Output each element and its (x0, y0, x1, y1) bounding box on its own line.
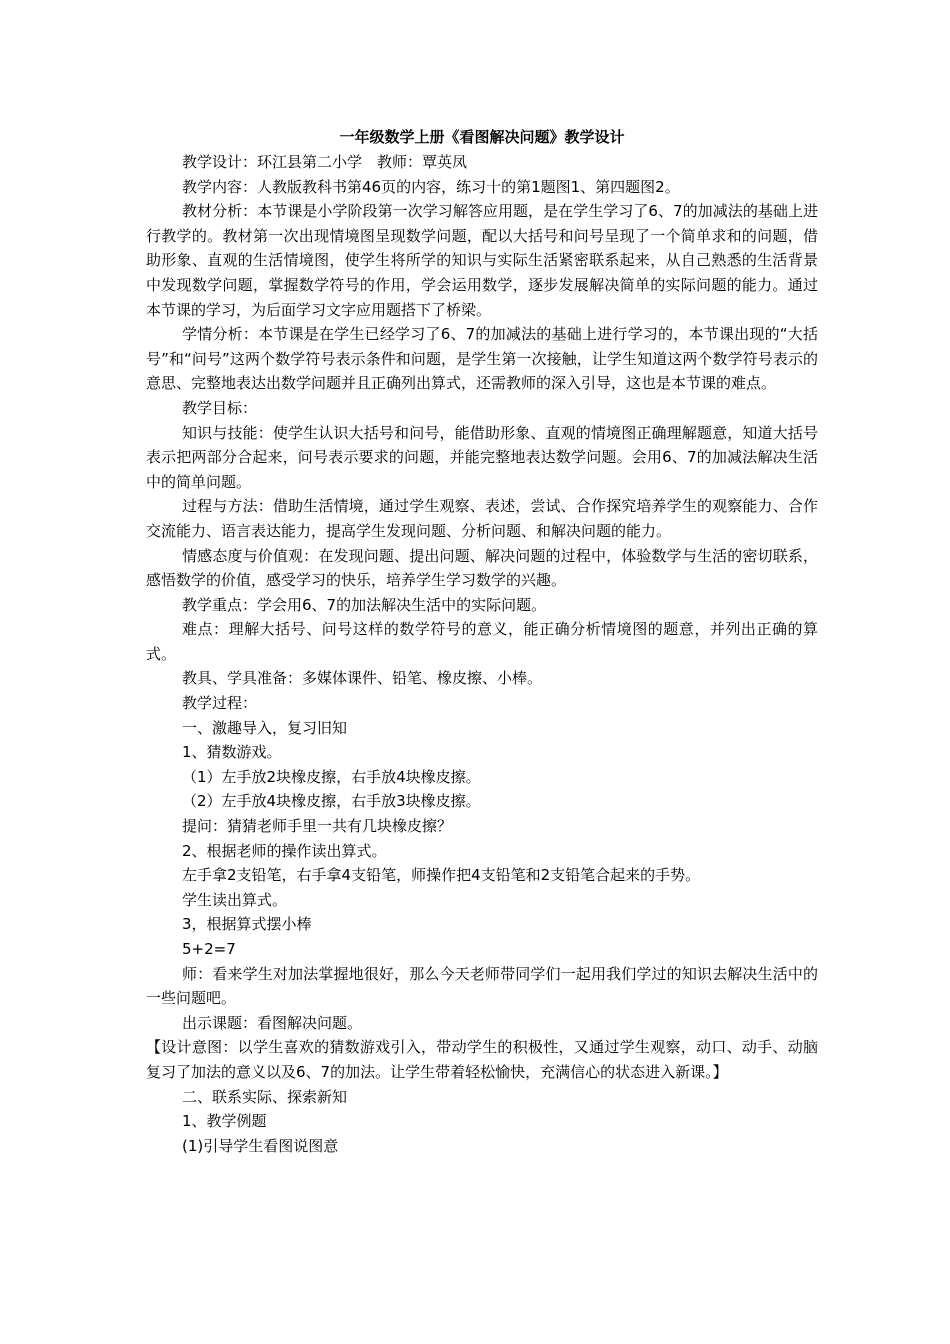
paragraph-teacher: 师：看来学生对加法掌握地很好，那么今天老师带同学们一起用我们学过的知识去解决生活中的一些问题吧。 (146, 964, 818, 1008)
paragraph-students-read: 学生读出算式。 (182, 890, 288, 909)
paragraph-question: 提问：猜猜老师手里一共有几块橡皮擦？ (182, 817, 453, 836)
document-body (146, 124, 818, 1158)
paragraph-read-formula: 2、根据老师的操作读出算式。 (182, 841, 387, 860)
paragraph-difficulty: 难点：理解大括号、问号这样的数学符号的意义，能正确分析情境图的题意，并列出正确的算式。 (146, 620, 818, 663)
paragraph-materials: 教具、学具准备：多媒体课件、铅笔、橡皮擦、小棒。 (182, 669, 543, 688)
document-title: 一年级数学上册《看图解决问题》教学设计 (339, 128, 625, 146)
paragraph-guess-item-1: （1）左手放2块橡皮擦，右手放4块橡皮擦。 (182, 767, 481, 786)
paragraph-section-two: 二、联系实际、探索新知 (182, 1087, 348, 1106)
paragraph-student-analysis: 学情分析：本节课是在学生已经学习了6、7的加减法的基础上进行学习的，本节课出现的“大括号”和“问号”这两个数学符号表示条件和问题，是学生第一次接触，让学生知道这两个数学符号表示的意思、完整地表达出数学问题并且正确列出算式，还需教师的深入引导，这也是本节课的难点。 (146, 325, 818, 393)
paragraph-material-analysis: 教材分析：本节课是小学阶段第一次学习解答应用题，是在学生学习了6、7的加减法的基础上进行教学的。教材第一次出现情境图呈现数学问题，配以大括号和问号呈现了一个简单求和的问题，借助形象、直观的生活情境图，使学生将所学的知识与实际生活紧密联系起来，从自己熟悉的生活背景中发现数学问题，掌握数学符号的作用，学会运用数学，逐步发展解决简单的实际问题的能力。通过本节课的学习，为后面学习文字应用题搭下了桥梁。 (146, 202, 818, 319)
paragraph-designer: 教学设计：环江县第二小学 教师：覃英凤 (182, 153, 468, 171)
paragraph-emotion-values: 情感态度与价值观：在发现问题、提出问题、解决问题的过程中，体验数学与生活的密切联系，感悟数学的价值，感受学习的快乐，培养学生学习数学的兴趣。 (146, 546, 818, 590)
paragraph-design-intent: 【设计意图：以学生喜欢的猜数游戏引入，带动学生的积极性，又通过学生观察，动口、动手、动脑复习了加法的意义以及6、7的加法。让学生带着轻松愉快，充满信心的状态进入新课。】 (146, 1038, 818, 1081)
paragraph-guide: (1)引导学生看图说图意 (182, 1136, 339, 1155)
paragraph-example: 1、教学例题 (182, 1112, 267, 1131)
paragraph-key-point: 教学重点：学会用6、7的加法解决生活中的实际问题。 (182, 595, 547, 614)
paragraph-process-heading: 教学过程： (182, 694, 258, 713)
paragraph-pencils: 左手拿2支铅笔，右手拿4支铅笔，师操作把4支铅笔和2支铅笔合起来的手势。 (182, 866, 701, 885)
paragraph-guess-item-2: （2）左手放4块橡皮擦，右手放3块橡皮擦。 (182, 792, 481, 811)
paragraph-formula: 5+2=7 (182, 940, 236, 958)
paragraph-show-topic: 出示课题：看图解决问题。 (182, 1013, 363, 1032)
paragraph-content: 教学内容：人教版教科书第46页的内容，练习十的第1题图1、第四题图2。 (182, 177, 680, 196)
paragraph-knowledge-skills: 知识与技能：使学生认识大括号和问号，能借助形象、直观的情境图正确理解题意，知道大括号表示把两部分合起来，问号表示要求的问题，并能完整地表达数学问题。会用6、7的加减法解决生活中的简单问题。 (146, 423, 818, 491)
paragraph-objectives-heading: 教学目标： (182, 398, 258, 417)
paragraph-sticks: 3，根据算式摆小棒 (182, 915, 312, 934)
paragraph-section-one: 一、激趣导入，复习旧知 (182, 718, 348, 737)
paragraph-process-methods: 过程与方法：借助生活情境，通过学生观察、表述，尝试、合作探究培养学生的观察能力、合作交流能力、语言表达能力，提高学生发现问题、分析问题、和解决问题的能力。 (146, 497, 818, 540)
paragraph-guess-game: 1、猜数游戏。 (182, 743, 282, 762)
